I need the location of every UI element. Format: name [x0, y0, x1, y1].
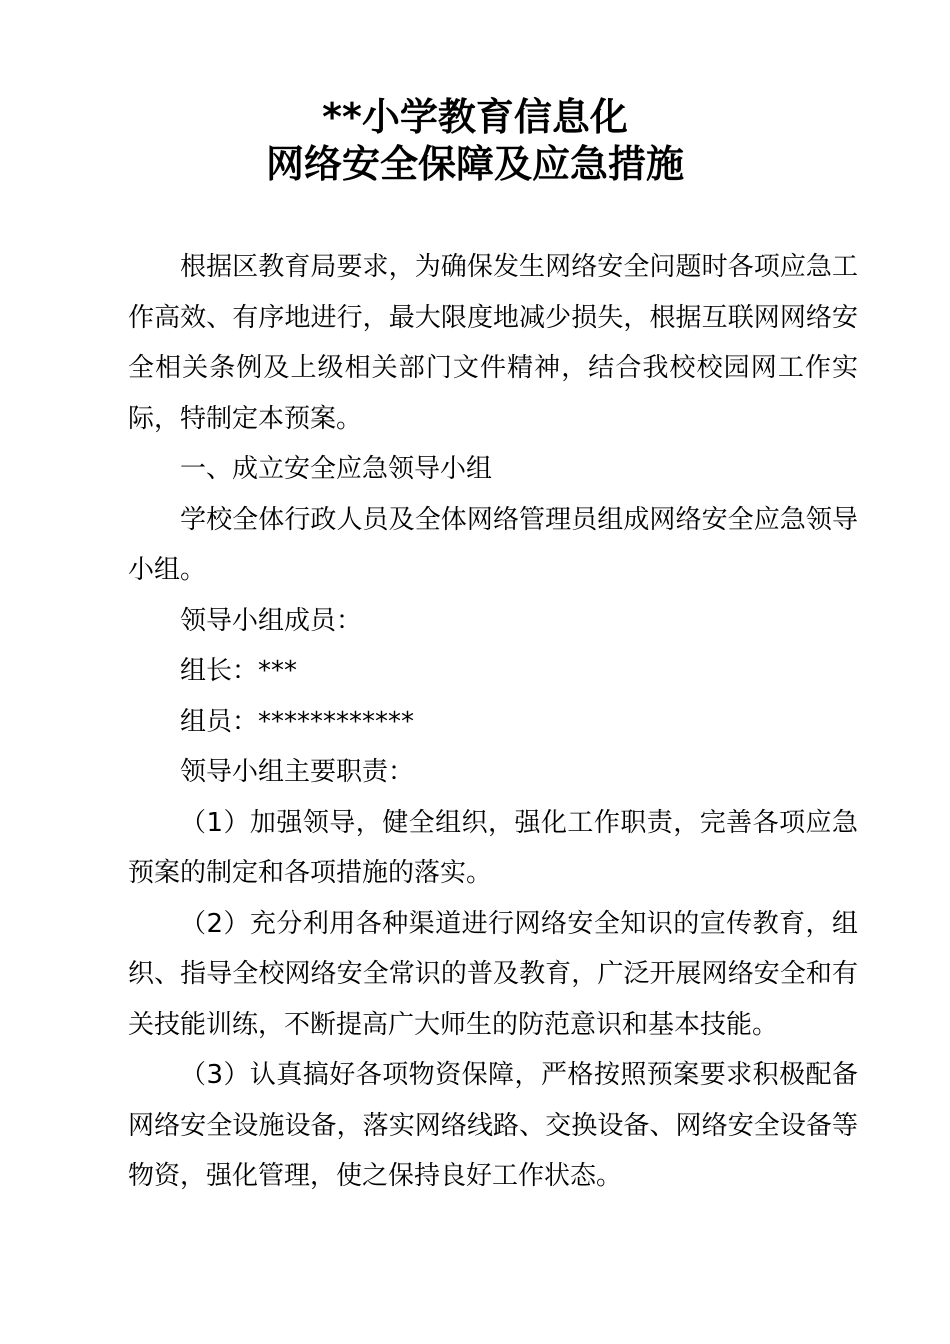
intro-paragraph: 根据区教育局要求，为确保发生网络安全问题时各项应急工作高效、有序地进行，最大限度地减少损失，根据互联网网络安全相关条例及上级相关部门文件精神，结合我校校园网工作实际，特制定本预案。	[128, 252, 858, 434]
members-label: 领导小组成员：	[180, 605, 363, 636]
duty-item-3: （3）认真搞好各项物资保障，严格按照预案要求积极配备网络安全设施设备，落实网络线路、交换设备、网络安全设备等物资，强化管理，使之保持良好工作状态。	[128, 1060, 858, 1191]
document-title-line-1: **小学教育信息化	[322, 95, 628, 139]
group-composition-paragraph: 学校全体行政人员及全体网络管理员组成网络安全应急领导小组。	[128, 504, 858, 585]
members-line: 组员：************	[180, 706, 415, 737]
duty-item-2: （2）充分利用各种渠道进行网络安全知识的宣传教育，组织、指导全校网络安全常识的普及教育，广泛开展网络安全和有关技能训练，不断提高广大师生的防范意识和基本技能。	[128, 908, 858, 1040]
document-title-line-2: 网络安全保障及应急措施	[265, 142, 684, 186]
duty-item-1: （1）加强领导，健全组织，强化工作职责，完善各项应急预案的制定和各项措施的落实。	[128, 807, 858, 888]
duties-label: 领导小组主要职责：	[180, 757, 415, 787]
section-heading: 一、成立安全应急领导小组	[180, 454, 493, 484]
leader-line: 组长：***	[180, 656, 298, 686]
document-body	[128, 242, 858, 1202]
